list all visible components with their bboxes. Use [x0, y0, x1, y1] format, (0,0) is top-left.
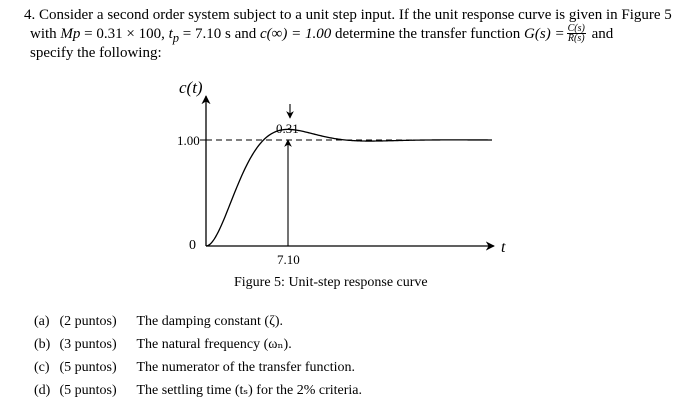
- question-list: [34, 310, 362, 402]
- question-item: [34, 356, 362, 379]
- problem-number: 4.: [24, 7, 36, 23]
- item-tag: (b): [34, 337, 51, 352]
- figure-caption: Figure 5: Unit-step response curve: [234, 275, 428, 290]
- tp-subscript: p: [172, 31, 180, 45]
- fraction-denominator: R(s): [567, 33, 585, 45]
- x-axis-label: t: [501, 239, 506, 256]
- fraction-numerator: C(s): [567, 23, 585, 35]
- transfer-function-symbol: G(s) =: [524, 26, 565, 42]
- item-text: The natural frequency (ωₙ).: [136, 337, 292, 352]
- item-tag: (d): [34, 383, 51, 398]
- line2-post: and: [587, 26, 614, 42]
- question-item: [34, 310, 362, 333]
- problem-line-3: specify the following:: [30, 45, 162, 61]
- item-points: (3 puntos): [59, 337, 117, 352]
- c-infinity-expression: c(∞) = 1.00: [259, 26, 332, 42]
- item-text: The damping constant (ζ).: [136, 314, 284, 329]
- item-tag: (c): [34, 360, 50, 375]
- peak-time-label: 7.10: [277, 252, 300, 267]
- problem-line-1-text: Consider a second order system subject to a unit step input. If the unit response curve is given in Figure 5: [39, 7, 672, 23]
- tp-expression: = 7.10 s and: [179, 26, 260, 42]
- item-points: (5 puntos): [59, 360, 117, 375]
- item-text: The numerator of the transfer function.: [136, 360, 355, 375]
- item-text: The settling time (tₛ) for the 2% criteria.: [136, 383, 363, 398]
- item-points: (2 puntos): [59, 314, 117, 329]
- tp-symbol: t: [168, 26, 173, 42]
- mp-symbol: Mp: [60, 26, 81, 42]
- overshoot-label: 0.31: [276, 121, 299, 136]
- y-axis-label: c(t): [179, 78, 203, 97]
- origin-label: 0: [189, 238, 196, 253]
- question-item: [34, 379, 362, 402]
- item-points: (5 puntos): [59, 383, 117, 398]
- response-curve: [206, 129, 492, 246]
- line2-pre: with: [30, 26, 61, 42]
- item-tag: (a): [34, 314, 50, 329]
- line2-mid: determine the transfer function: [331, 26, 525, 42]
- question-item: [34, 333, 362, 356]
- y-tick-label: 1.00: [177, 133, 200, 148]
- mp-expression: = 0.31 × 100,: [80, 26, 169, 42]
